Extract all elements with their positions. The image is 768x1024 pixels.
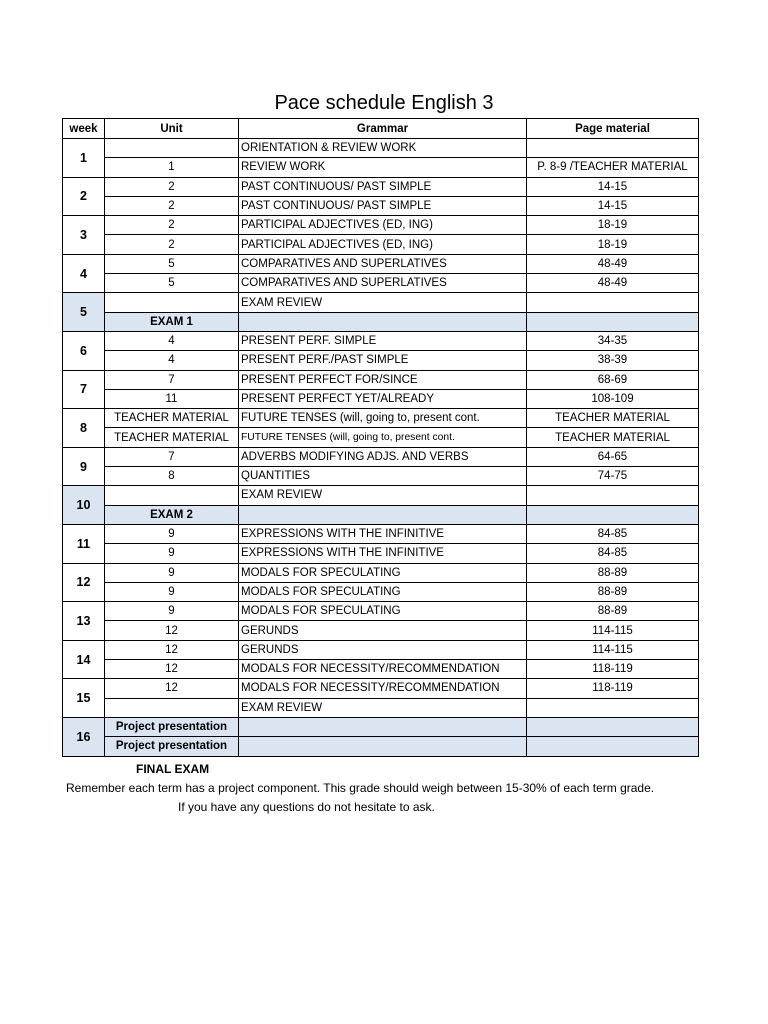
table-row bbox=[63, 254, 699, 273]
project-row bbox=[63, 717, 699, 736]
page-cell: TEACHER MATERIAL bbox=[527, 428, 699, 447]
unit-cell: 9 bbox=[105, 602, 239, 621]
grammar-cell: COMPARATIVES AND SUPERLATIVES bbox=[239, 254, 527, 273]
table-row bbox=[63, 467, 699, 486]
grammar-cell: EXAM REVIEW bbox=[239, 293, 527, 312]
page-cell: 114-115 bbox=[527, 621, 699, 640]
week-cell: 10 bbox=[63, 486, 105, 525]
grammar-cell bbox=[239, 312, 527, 331]
grammar-cell: PARTICIPAL ADJECTIVES (ED, ING) bbox=[239, 216, 527, 235]
grammar-cell bbox=[239, 505, 527, 524]
table-row bbox=[63, 331, 699, 350]
unit-cell: 9 bbox=[105, 563, 239, 582]
exam-label-cell: EXAM 2 bbox=[105, 505, 239, 524]
week-cell: 3 bbox=[63, 216, 105, 255]
unit-cell: 12 bbox=[105, 679, 239, 698]
page-cell: 118-119 bbox=[527, 660, 699, 679]
grammar-cell: PRESENT PERF. SIMPLE bbox=[239, 331, 527, 350]
unit-cell: TEACHER MATERIAL bbox=[105, 428, 239, 447]
table-row bbox=[63, 679, 699, 698]
week-cell: 5 bbox=[63, 293, 105, 332]
unit-cell: 5 bbox=[105, 254, 239, 273]
page-cell: 68-69 bbox=[527, 370, 699, 389]
exam-row bbox=[63, 505, 699, 524]
grammar-cell: MODALS FOR SPECULATING bbox=[239, 582, 527, 601]
page-cell: 38-39 bbox=[527, 351, 699, 370]
final-exam-label: FINAL EXAM bbox=[136, 762, 210, 776]
page-cell bbox=[527, 486, 699, 505]
unit-cell: 12 bbox=[105, 621, 239, 640]
grammar-cell: REVIEW WORK bbox=[239, 158, 527, 177]
questions-note: If you have any questions do not hesitate to ask. bbox=[178, 800, 435, 814]
table-row bbox=[63, 582, 699, 601]
page-title: Pace schedule English 3 bbox=[274, 92, 494, 114]
grammar-cell: PAST CONTINUOUS/ PAST SIMPLE bbox=[239, 196, 527, 215]
unit-cell: 12 bbox=[105, 660, 239, 679]
header-unit: Unit bbox=[105, 119, 239, 139]
page-cell bbox=[527, 505, 699, 524]
week-cell: 15 bbox=[63, 679, 105, 718]
week-cell: 1 bbox=[63, 139, 105, 178]
project-component-note: Remember each term has a project component. This grade should weigh between 15-30% of each term grade. bbox=[66, 781, 655, 795]
week-cell: 2 bbox=[63, 177, 105, 216]
page-cell bbox=[527, 717, 699, 736]
project-row bbox=[63, 737, 699, 756]
week-cell: 11 bbox=[63, 524, 105, 563]
grammar-cell: MODALS FOR NECESSITY/RECOMMENDATION bbox=[239, 679, 527, 698]
grammar-cell: PAST CONTINUOUS/ PAST SIMPLE bbox=[239, 177, 527, 196]
page-cell: 84-85 bbox=[527, 544, 699, 563]
unit-cell: 9 bbox=[105, 524, 239, 543]
grammar-cell: EXPRESSIONS WITH THE INFINITIVE bbox=[239, 524, 527, 543]
grammar-cell: MODALS FOR NECESSITY/RECOMMENDATION bbox=[239, 660, 527, 679]
grammar-cell: ADVERBS MODIFYING ADJS. AND VERBS bbox=[239, 447, 527, 466]
unit-cell: 12 bbox=[105, 640, 239, 659]
unit-cell: 7 bbox=[105, 447, 239, 466]
page-cell bbox=[527, 312, 699, 331]
table-row bbox=[63, 293, 699, 312]
table-row bbox=[63, 563, 699, 582]
grammar-cell: QUANTITIES bbox=[239, 467, 527, 486]
table-row bbox=[63, 274, 699, 293]
week-cell: 6 bbox=[63, 331, 105, 370]
table-row bbox=[63, 177, 699, 196]
table-row bbox=[63, 621, 699, 640]
page-cell: 88-89 bbox=[527, 582, 699, 601]
exam-row bbox=[63, 312, 699, 331]
unit-cell: 7 bbox=[105, 370, 239, 389]
page-cell bbox=[527, 293, 699, 312]
grammar-cell: PRESENT PERFECT YET/ALREADY bbox=[239, 389, 527, 408]
grammar-cell: EXPRESSIONS WITH THE INFINITIVE bbox=[239, 544, 527, 563]
grammar-cell: GERUNDS bbox=[239, 640, 527, 659]
week-cell: 12 bbox=[63, 563, 105, 602]
page-cell: 64-65 bbox=[527, 447, 699, 466]
table-header-row bbox=[63, 119, 699, 139]
table-row bbox=[63, 524, 699, 543]
table-row bbox=[63, 389, 699, 408]
project-label-cell: Project presentation bbox=[105, 717, 239, 736]
table-row bbox=[63, 486, 699, 505]
page-cell: 34-35 bbox=[527, 331, 699, 350]
week-cell: 8 bbox=[63, 409, 105, 448]
unit-cell: 9 bbox=[105, 582, 239, 601]
unit-cell: TEACHER MATERIAL bbox=[105, 409, 239, 428]
grammar-cell: MODALS FOR SPECULATING bbox=[239, 563, 527, 582]
table-row bbox=[63, 196, 699, 215]
table-row bbox=[63, 698, 699, 717]
grammar-cell: PRESENT PERFECT FOR/SINCE bbox=[239, 370, 527, 389]
page-cell: 18-19 bbox=[527, 235, 699, 254]
table-row bbox=[63, 544, 699, 563]
grammar-cell: PARTICIPAL ADJECTIVES (ED, ING) bbox=[239, 235, 527, 254]
project-label-cell: Project presentation bbox=[105, 737, 239, 756]
grammar-cell: GERUNDS bbox=[239, 621, 527, 640]
table-row bbox=[63, 216, 699, 235]
page-cell: 114-115 bbox=[527, 640, 699, 659]
page-cell: 108-109 bbox=[527, 389, 699, 408]
page-cell: 74-75 bbox=[527, 467, 699, 486]
grammar-cell bbox=[239, 717, 527, 736]
page-cell: 48-49 bbox=[527, 254, 699, 273]
grammar-cell: EXAM REVIEW bbox=[239, 698, 527, 717]
table-row bbox=[63, 370, 699, 389]
unit-cell bbox=[105, 139, 239, 158]
page-cell: P. 8-9 /TEACHER MATERIAL bbox=[527, 158, 699, 177]
week-cell: 9 bbox=[63, 447, 105, 486]
unit-cell: 4 bbox=[105, 351, 239, 370]
table-row bbox=[63, 602, 699, 621]
page-cell: 84-85 bbox=[527, 524, 699, 543]
grammar-cell: MODALS FOR SPECULATING bbox=[239, 602, 527, 621]
table-row bbox=[63, 235, 699, 254]
grammar-cell: FUTURE TENSES (will, going to, present cont. bbox=[239, 409, 527, 428]
unit-cell bbox=[105, 698, 239, 717]
unit-cell bbox=[105, 486, 239, 505]
table-row bbox=[63, 660, 699, 679]
page-cell: 88-89 bbox=[527, 602, 699, 621]
unit-cell bbox=[105, 293, 239, 312]
pace-schedule-table bbox=[62, 118, 699, 757]
page-cell bbox=[527, 737, 699, 756]
grammar-cell: COMPARATIVES AND SUPERLATIVES bbox=[239, 274, 527, 293]
grammar-cell bbox=[239, 737, 527, 756]
unit-cell: 2 bbox=[105, 216, 239, 235]
unit-cell: 2 bbox=[105, 196, 239, 215]
unit-cell: 1 bbox=[105, 158, 239, 177]
page-cell: 118-119 bbox=[527, 679, 699, 698]
week-cell: 7 bbox=[63, 370, 105, 409]
page-cell bbox=[527, 139, 699, 158]
grammar-cell: PRESENT PERF./PAST SIMPLE bbox=[239, 351, 527, 370]
page-cell bbox=[527, 698, 699, 717]
header-grammar: Grammar bbox=[239, 119, 527, 139]
page-cell: TEACHER MATERIAL bbox=[527, 409, 699, 428]
page-cell: 88-89 bbox=[527, 563, 699, 582]
week-cell: 14 bbox=[63, 640, 105, 679]
table-row bbox=[63, 640, 699, 659]
page-cell: 14-15 bbox=[527, 196, 699, 215]
table-row bbox=[63, 447, 699, 466]
unit-cell: 2 bbox=[105, 177, 239, 196]
week-cell: 13 bbox=[63, 602, 105, 641]
grammar-cell: EXAM REVIEW bbox=[239, 486, 527, 505]
table-row bbox=[63, 139, 699, 158]
week-cell: 4 bbox=[63, 254, 105, 293]
unit-cell: 5 bbox=[105, 274, 239, 293]
unit-cell: 9 bbox=[105, 544, 239, 563]
unit-cell: 2 bbox=[105, 235, 239, 254]
table-row bbox=[63, 351, 699, 370]
unit-cell: 8 bbox=[105, 467, 239, 486]
unit-cell: 11 bbox=[105, 389, 239, 408]
page-cell: 18-19 bbox=[527, 216, 699, 235]
table-row bbox=[63, 409, 699, 428]
header-week: week bbox=[63, 119, 105, 139]
table-row bbox=[63, 158, 699, 177]
exam-label-cell: EXAM 1 bbox=[105, 312, 239, 331]
page-cell: 14-15 bbox=[527, 177, 699, 196]
grammar-cell: ORIENTATION & REVIEW WORK bbox=[239, 139, 527, 158]
week-cell: 16 bbox=[63, 717, 105, 756]
grammar-cell: FUTURE TENSES (will, going to, present cont. bbox=[239, 428, 527, 447]
table-row bbox=[63, 428, 699, 447]
page-cell: 48-49 bbox=[527, 274, 699, 293]
unit-cell: 4 bbox=[105, 331, 239, 350]
header-page-material: Page material bbox=[527, 119, 699, 139]
